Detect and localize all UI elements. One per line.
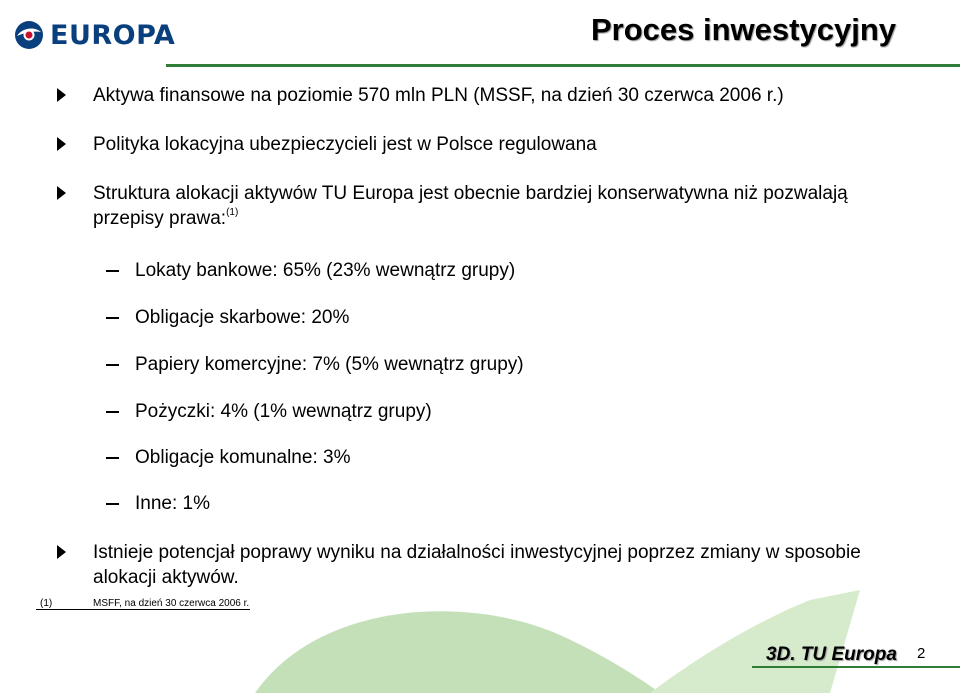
footnote-marker: (1): [40, 598, 53, 609]
page-number: 2: [917, 645, 926, 662]
title-underline: [166, 64, 960, 67]
sub-item: Inne: 1%: [135, 493, 210, 514]
dash-marker: [106, 503, 119, 505]
bullet-item: Aktywa finansowe na poziomie 570 mln PLN (MSSF, na dzień 30 czerwca 2006 r.): [93, 85, 784, 106]
bullet-item-text: Struktura alokacji aktywów TU Europa jest obecnie bardziej konserwatywna niż pozwalają przepisy prawa:: [93, 183, 848, 229]
bullet-item: Polityka lokacyjna ubezpieczycieli jest w Polsce regulowana: [93, 134, 597, 155]
logo-text: EUROPA: [50, 19, 176, 51]
sub-item: Lokaty bankowe: 65% (23% wewnątrz grupy): [135, 260, 516, 281]
dash-marker: [106, 457, 119, 459]
dash-marker: [106, 317, 119, 319]
footnote-text: MSFF, na dzień 30 czerwca 2006 r.: [93, 598, 250, 609]
page-title: Proces inwestycyjny: [591, 12, 896, 47]
bullet-item: Istnieje potencjał poprawy wyniku na działalności inwestycyjnej poprzez zmiany w sposobie alokacji aktywów.: [93, 542, 861, 588]
footnote-ref: (1): [226, 207, 239, 218]
footer-section-label: 3D. TU Europa: [766, 644, 897, 665]
dash-marker: [106, 364, 119, 366]
sub-item: Pożyczki: 4% (1% wewnątrz grupy): [135, 401, 432, 422]
sub-item: Obligacje komunalne: 3%: [135, 447, 351, 468]
sub-item: Obligacje skarbowe: 20%: [135, 307, 350, 328]
bullet-arrow-icon: [57, 545, 66, 559]
bullet-arrow-icon: [57, 137, 66, 151]
footnote-divider: [36, 609, 250, 610]
footer-underline: [752, 666, 960, 668]
dash-marker: [106, 411, 119, 413]
bullet-item: [93, 181, 853, 231]
bullet-arrow-icon: [57, 88, 66, 102]
dash-marker: [106, 270, 119, 272]
sub-item: Papiery komercyjne: 7% (5% wewnątrz grupy): [135, 354, 524, 375]
globe-icon: [14, 20, 44, 50]
bullet-arrow-icon: [57, 186, 66, 200]
logo: [14, 18, 175, 52]
